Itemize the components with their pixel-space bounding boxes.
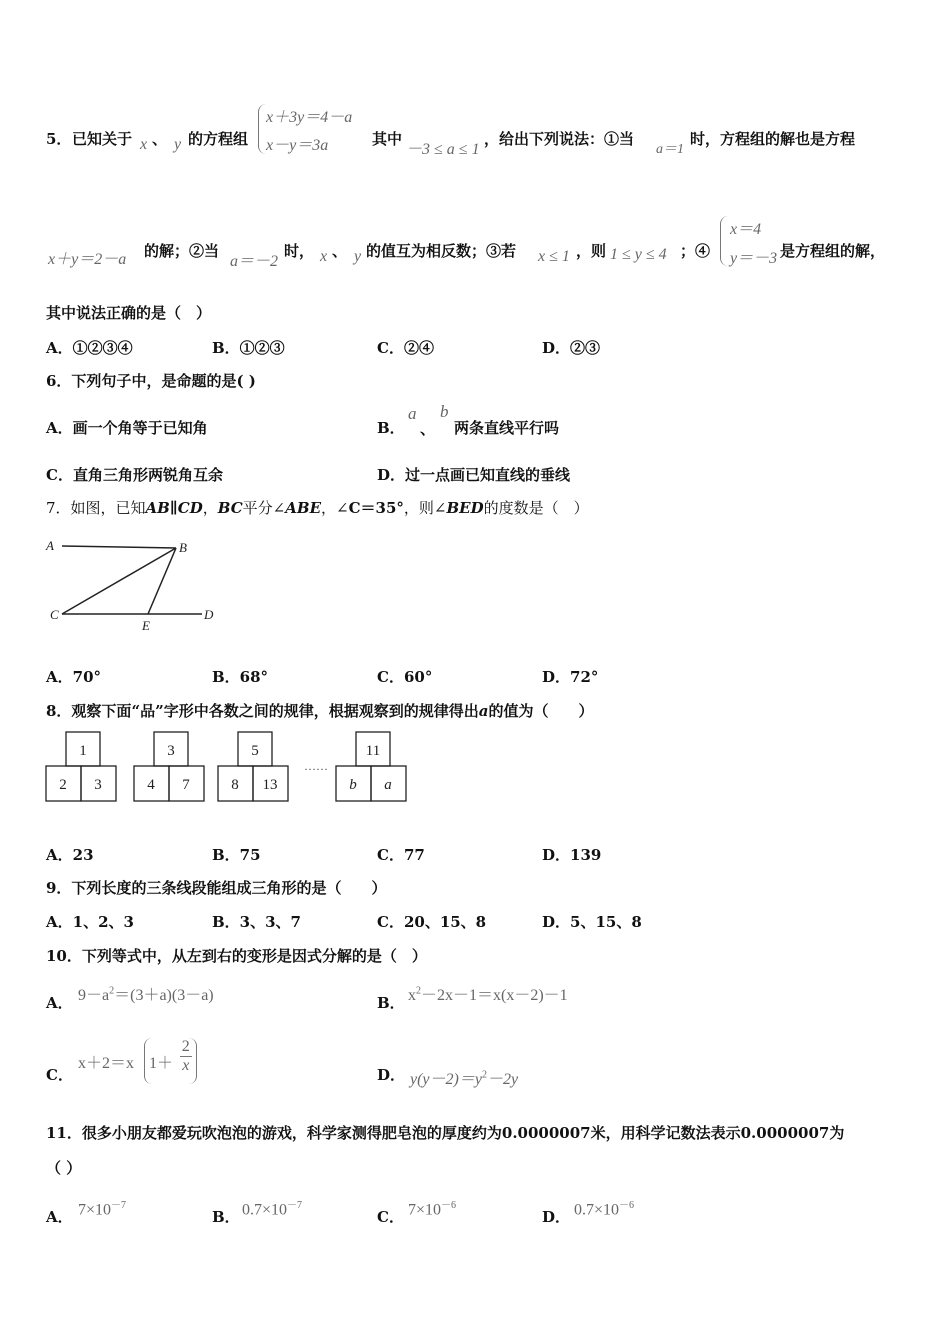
q5-text-4: ，给出下列说法：①当 [484, 130, 635, 148]
q5-option-d: D．②③ [542, 339, 601, 357]
q5-text-9: ，则 [576, 242, 607, 260]
q11-option-d-expr: $0.7\times 10^{-6}$ [574, 1200, 635, 1219]
q7-option-a: A．70° [46, 668, 102, 686]
q7-label-a: A [46, 538, 54, 553]
q7-ab-cd: AB∥CD [145, 499, 203, 517]
q8-pin-2 [134, 732, 204, 801]
q10-option-d-label: D． [377, 1066, 406, 1084]
q9-option-d: D．5、15、8 [542, 913, 642, 931]
q8-option-c: C．77 [377, 846, 425, 864]
q7-bed: BED [446, 499, 484, 517]
q5-a-eq-1: a＝1 [656, 142, 684, 157]
q5-sep2: 、 [332, 242, 348, 260]
q5-option-a: A．①②③④ [46, 339, 133, 357]
q10-option-b-label: B． [377, 994, 405, 1012]
q11-option-b-expr: $0.7\times 10^{-7}$ [242, 1200, 303, 1219]
q10-option-a-expr: $9-a^2=(3+a)(3-a)$ [78, 985, 214, 1004]
q5-var-x2: x [320, 248, 328, 265]
q10-option-c-numerator: 2 [181, 1038, 190, 1055]
q7-label-b: B [179, 540, 187, 555]
q7-stem [46, 497, 589, 518]
q7-option-d: D．72° [542, 668, 599, 686]
q8-option-b: B．75 [212, 846, 261, 864]
q5-x-le-1: x ≤ 1 [538, 248, 570, 265]
q10-option-c-denominator: x [182, 1057, 190, 1074]
q5-y-range: 1 ≤ y ≤ 4 [610, 246, 667, 263]
q5-range: －3 ≤ a ≤ 1 [406, 141, 480, 158]
q8-pin-2-top: 3 [167, 743, 175, 759]
q5-option-b: B．①②③ [212, 339, 285, 357]
q8-pin-3-top: 5 [251, 743, 259, 759]
q7-label-c: C [50, 607, 59, 622]
q10-stem: 10．下列等式中，从左到右的变形是因式分解的是（ ） [46, 947, 427, 965]
q9-stem: 9．下列长度的三条线段能组成三角形的是（ ） [46, 879, 387, 897]
q8-pin-2-left: 4 [147, 777, 155, 793]
q11-stem: 11．很多小朋友都爱玩吹泡泡的游戏，科学家测得肥皂泡的厚度约为0.0000007米，用科学记数法表示0.0000007为 [46, 1124, 845, 1142]
q10-option-b-expr: $x^2-2x-1=x(x-2)-1$ [408, 985, 568, 1004]
q5-text-11: 是方程组的解， [780, 242, 886, 260]
q8-pin-1-right: 3 [94, 777, 102, 793]
q11-stem-2: （ ） [46, 1159, 82, 1177]
q10-option-a-label: A． [46, 994, 73, 1012]
q5-text-5: 时，方程组的解也是方程 [690, 130, 856, 148]
q5-text-3: 其中 [372, 130, 403, 148]
q8-pin-4 [336, 732, 406, 801]
q9-option-b: B．3、3、7 [212, 913, 301, 931]
q5-solution-brace [720, 216, 729, 266]
q5-text-12: 其中说法正确的是（ ） [46, 304, 212, 322]
q7-stem-5: 的度数是（ ） [483, 499, 589, 517]
q10-option-c-paren-text: 1＋ [149, 1055, 174, 1072]
q5-text-7: 时， [284, 242, 315, 260]
q5-text-10: ；④ [680, 242, 711, 260]
q8-dots: …… [304, 759, 328, 773]
q8-figure [40, 728, 420, 808]
q11-option-b-label: B． [212, 1208, 240, 1226]
q6-var-a: a [408, 404, 417, 423]
q8-stem-1: 8．观察下面“品”字形中各数之间的规律，根据观察到的规律得出 [46, 702, 479, 720]
q8-pin-3 [218, 732, 288, 801]
q8-pin-3-right: 13 [262, 777, 278, 793]
q5-text-8: 的值互为相反数；③若 [366, 242, 517, 260]
q7-stem-sep: ， [202, 499, 218, 517]
q5-option-c: C．②④ [377, 339, 434, 357]
q5-number: 5． [46, 130, 72, 148]
q5-var-y: y [174, 136, 182, 153]
q8-option-d: D．139 [542, 846, 602, 864]
q10-option-c-label: C． [46, 1066, 73, 1084]
q7-abe: ABE [285, 499, 321, 517]
q11-option-a-label: A． [46, 1208, 73, 1226]
q7-line-be [148, 548, 176, 614]
q6-option-c: C．直角三角形两锐角互余 [46, 466, 223, 484]
q7-label-d: D [204, 607, 214, 622]
q10-option-d-expr: $y(y-2)=y^2-2y$ [410, 1069, 519, 1088]
q10-option-c-fraction [180, 1038, 192, 1075]
q6-stem: 6．下列句子中，是命题的是( ) [46, 372, 256, 390]
q8-var-a: a [478, 702, 489, 720]
q7-stem-4: ，则∠ [403, 499, 447, 517]
q5-text-2: 的方程组 [188, 130, 249, 148]
q7-option-c: C．60° [377, 668, 433, 686]
q5-text-1: 已知关于 [72, 130, 133, 148]
q7-stem-1: 7．如图，已知 [46, 499, 146, 517]
q5-sol-eq1: x＝4 [730, 221, 762, 238]
q7-line-ab [62, 546, 176, 548]
q11-option-d-label: D． [542, 1208, 571, 1226]
q8-pin-4-top: 11 [365, 743, 381, 759]
q7-line-bc [62, 548, 176, 614]
q5-var-y2: y [354, 248, 362, 265]
q11-option-a-expr: $7\times 10^{-7}$ [78, 1200, 127, 1219]
q6-var-b: b [440, 402, 449, 421]
q7-figure [40, 532, 230, 632]
q5-sol-eq2: y＝－3 [730, 250, 778, 267]
q8-pin-4-left: b [349, 777, 357, 793]
q7-label-e: E [142, 618, 150, 632]
q7-option-b: B．68° [212, 668, 269, 686]
q5-sep: 、 [152, 130, 168, 148]
q11-option-c-label: C． [377, 1208, 404, 1226]
q8-pin-1-left: 2 [59, 777, 67, 793]
q6-option-b-prefix: B． [377, 419, 405, 437]
q7-stem-2: 平分∠ [242, 499, 286, 517]
q10-option-c-expr: x＋2＝x [78, 1055, 135, 1072]
q6-option-d: D．过一点画已知直线的垂线 [377, 466, 571, 484]
q8-option-a: A．23 [46, 846, 94, 864]
q8-pin-1 [46, 732, 116, 801]
q5-system-eq2: x－y＝3a [266, 137, 329, 154]
q7-bc: BC [217, 499, 243, 517]
q5-text-6: 的解；②当 [144, 242, 220, 260]
q6-option-a: A．画一个角等于已知角 [46, 419, 208, 437]
q7-c35: C＝35° [348, 499, 404, 517]
q5-eq-line: x＋y＝2－a [48, 251, 127, 268]
q11-option-c-expr: $7\times 10^{-6}$ [408, 1200, 457, 1219]
q6-option-b-suffix: 两条直线平行吗 [454, 419, 560, 437]
q5-system-eq1: x＋3y＝4－a [266, 109, 353, 126]
q9-option-a: A．1、2、3 [46, 913, 134, 931]
q8-stem [46, 700, 593, 721]
q6-sep: 、 [420, 420, 436, 438]
q8-pin-3-left: 8 [231, 777, 239, 793]
q8-pin-2-right: 7 [182, 777, 190, 793]
q9-option-c: C．20、15、8 [377, 913, 487, 931]
q8-stem-2: 的值为（ ） [488, 702, 594, 720]
q7-stem-3: ，∠ [321, 499, 349, 517]
q10-option-c-paren [144, 1038, 197, 1084]
q8-pin-1-top: 1 [79, 743, 87, 759]
q5-a-eq-m2: a＝－2 [230, 253, 279, 270]
q8-pin-4-right: a [384, 777, 392, 793]
q5-var-x: x [140, 136, 148, 153]
